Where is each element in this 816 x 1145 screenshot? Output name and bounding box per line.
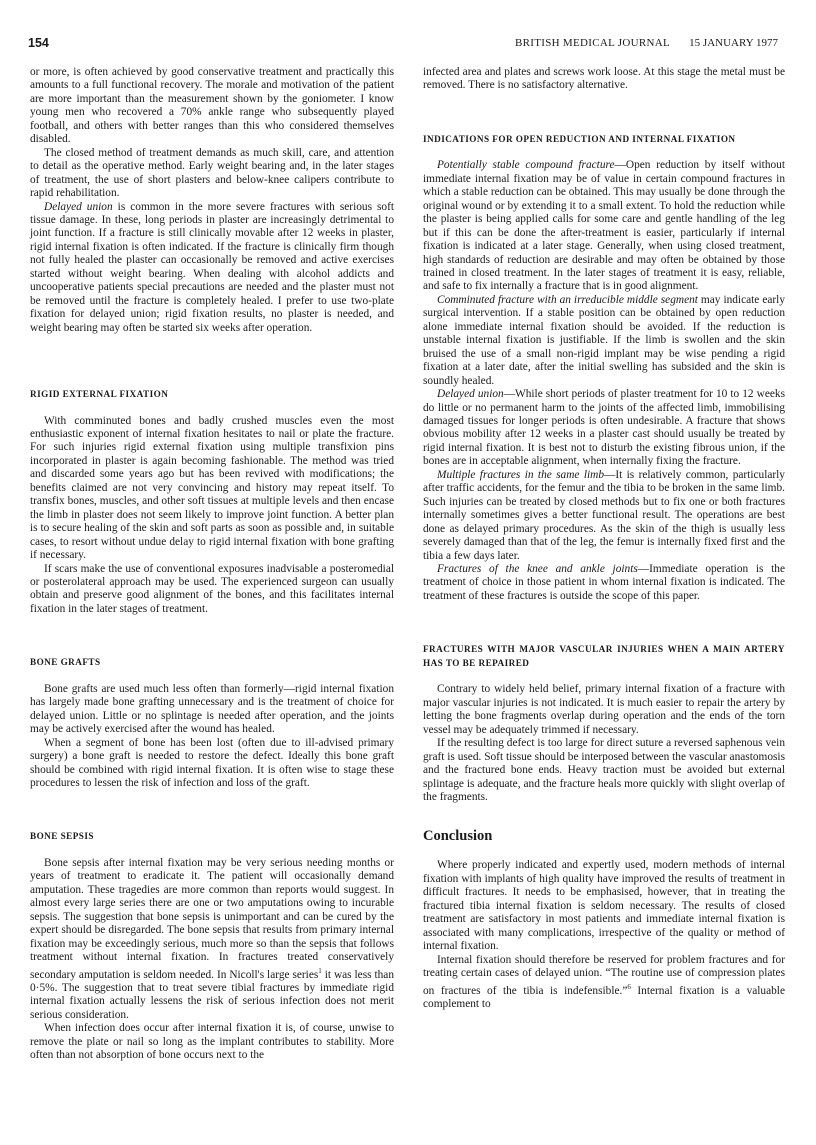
right-column <box>423 66 785 1011</box>
paragraph: infected area and plates and screws work loose. At this stage the metal must be removed. There is no satisfactory alternative. <box>423 66 785 92</box>
paragraph-text: —Immediate operation is the treatment of choice in those patient in whom internal fixation is indicated. The treatment of these fractures is outside the scope of this paper. <box>423 563 785 602</box>
section-heading: RIGID EXTERNAL FIXATION <box>30 389 169 400</box>
paragraph: or more, is often achieved by good conservative treatment and practically this amounts to a full functional recovery. The morale and motivation of the patient are more important than the measurement shown by the goniometer. I know young men who recovered a 70% ankle range who subsequently played football, and others with better ranges than this who considered themselves disabled. <box>30 66 394 146</box>
paragraph: Contrary to widely held belief, primary internal fixation of a fracture with major vascular injuries is not indicated. It is much easier to repair the artery by letting the bone fragments overlap during operation and the ends of the torn vessel may be adequately trimmed if necessary. <box>423 683 785 736</box>
run-in-heading: Multiple fractures in the same limb <box>437 468 604 481</box>
section-heading: FRACTURES WITH MAJOR VASCULAR INJURIES WHEN A MAIN ARTERY HAS TO BE REPAIRED <box>423 644 785 668</box>
paragraph <box>423 388 785 469</box>
paragraph <box>423 159 785 294</box>
left-column <box>30 66 394 1063</box>
paragraph-text: —It is relatively common, particularly after traffic accidents, for the femur and the tibia to be broken in the same limb. Such injuries can be treated by closed methods but to fix one or both fractures internally sometimes gives a better functional result. The operations are best done as delayed primary procedures. As the skin of the thigh is usually less severely damaged than that of the leg, the femur is internally fixed first and the tibia a few days later. <box>423 468 785 562</box>
paragraph <box>423 469 785 563</box>
running-header <box>28 36 778 52</box>
paragraph-text: Internal fixation is a valuable complement to <box>423 984 785 1010</box>
paragraph-text: Bone sepsis after internal fixation may be very serious needing months or years of treatment to eradicate it. The patient will occasionally demand amputation. These tragedies are more common than reports would suggest. In almost every large series there are one or two amputations owing to incurable sepsis. The suggestion that bone sepsis is unimportant and can be cured by the expert should be disregarded. The bone sepsis that results from primary internal fixation may be exceedingly serious, much more so than the sepsis that follows treatment without internal fixation. In fractures treated conservatively secondary amputation is seldom needed. In Nicoll's large series <box>30 856 394 981</box>
reference-marker: 1 <box>318 966 322 975</box>
paragraph <box>30 857 394 1022</box>
journal-name: BRITISH MEDICAL JOURNAL <box>515 37 670 49</box>
paragraph-text: is common in the more severe fractures with serious soft tissue damage. In these, long periods in plaster are increasingly detrimental to joint function. If a fracture is still clinically movable after 12 weeks in plaster, rigid internal fixation is often indicated. If the fracture is clinically firm though not fully healed the plaster can occasionally be removed and active exercises started without weight bearing. When dealing with alcohol addicts and uncooperative patients special precautions are needed and the plaster must not be removed until the fracture is completely healed. I prefer to use two-plate fixation for delayed union; rigid fixation results, no plaster is needed, and weight bearing may often be started six weeks after operation. <box>30 200 395 334</box>
paragraph-text: —Open reduction by itself without immediate internal fixation may be of value in certain compound fractures in which a stable reduction can be obtained. This may usually be done through the original wound or by extending it to a small extent. To hold the reduction while the plaster is being applied calls for some care and gentle handling of the leg but if this can be done the after-treatment is easier, particularly if internal fixation is indicated at a later stage. Generally, when using closed treatment, high standards of reduction are desirable and may often be obtained by those trained in closed treatment. In the later stages of treatment it is easy, reliable, and safe to fix internally a fracture that is in good alignment. <box>423 159 785 293</box>
paragraph-text: may indicate early surgical intervention. If a stable position can be obtained by open reduction alone immediate internal fixation should be avoided. If the reduction is unstable internal fixation is justifiable. If the limb is swollen and the skin bruised the use of a small non-rigid implant may be wise pending a rigid fixation at a later date, after the initial swelling has subsided and the skin is soundly healed. <box>423 293 785 387</box>
issue-date: 15 JANUARY 1977 <box>689 37 778 49</box>
paragraph: Bone grafts are used much less often than formerly—rigid internal fixation has largely made bone grafting unnecessary and is the treatment of choice for delayed union. Little or no splintage is needed after operation, and the joints may be actively exercised after the wound has healed. <box>30 682 394 736</box>
paragraph <box>30 201 394 336</box>
paragraph: With comminuted bones and badly crushed muscles even the most enthusiastic exponent of internal fixation hesitates to nail or plate the fracture. For such injuries rigid external fixation using multiple transfixion pins incorporated in plaster is again becoming fashionable. The method was tried and discarded some years ago but has been revived with modifications; the benefits claimed are not very convincing and history may repeat itself. To transfix bones, muscles, and other soft tissues at multiple levels and then encase the limb in plaster does not seem likely to improve joint function. A better plan is to secure healing of the skin and soft parts as soon as possible and, in suitable cases, to resort without undue delay to rigid internal fixation with bone grafting if necessary. <box>30 414 394 562</box>
paragraph: Where properly indicated and expertly used, modern methods of internal fixation with implants of high quality have improved the results of treatment in difficult fractures. It needs to be emphasised, however, that in treating the fractured tibia internal fixation is seldom necessary. The results of closed treatment are satisfactory in most patients and immediate internal fixation is associated with many complications, irrespective of the quality or method of internal fixation. <box>423 859 785 953</box>
paragraph <box>423 563 785 603</box>
paragraph: If the resulting defect is too large for direct suture a reversed saphenous vein graft is used. Soft tissue should be interposed between the vascular anastomosis and the fractured bone ends. Heavy traction must be avoided but external splintage is adequate, and the fracture heals more quickly with slight overlap of the fragments. <box>423 737 785 803</box>
run-in-heading: Fractures of the knee and ankle joints <box>437 563 638 575</box>
run-in-heading: Delayed union <box>437 388 504 401</box>
run-in-heading: Potentially stable compound fracture <box>437 159 615 172</box>
section-heading: BONE GRAFTS <box>30 657 101 668</box>
paragraph <box>423 954 785 1012</box>
paragraph-text: —While short periods of plaster treatment for 10 to 12 weeks do little or no permanent harm to the joints of the affected limb, immobilising damaged tissues for longer periods is often undesirable. A fracture that shows obvious mobility after 12 weeks in a plaster cast should usually be treated by rigid internal fixation. It is best not to disturb the existing fibrous union, if the bones are in acceptable alignment, when internally fixing the fracture. <box>423 388 785 468</box>
run-in-heading: Delayed union <box>44 200 113 213</box>
paragraph: When infection does occur after internal fixation it is, of course, unwise to remove the plate or nail so long as the implant contributes to stability. More often than not absorption of bone occurs next to the <box>30 1022 394 1062</box>
page-number: 154 <box>28 36 49 50</box>
paragraph: The closed method of treatment demands as much skill, care, and attention to detail as the operative method. Early weight bearing and, in the later stages of treatment, the use of short plasters and below-knee calipers contribute to rapid rehabilitation. <box>30 146 394 200</box>
paragraph: When a segment of bone has been lost (often due to ill-advised primary surgery) a bone graft is needed to restore the defect. Ideally this bone graft should be combined with rigid internal fixation. It is often wise to stage these procedures to lessen the risk of infection and loss of the graft. <box>30 736 394 790</box>
section-heading: BONE SEPSIS <box>30 831 94 842</box>
paragraph-text: Internal fixation should therefore be reserved for problem fractures and for treating certain cases of delayed union. “The routine use of compression plates on fractures of the tibia is indefensible.” <box>423 953 785 997</box>
paragraph-text: it was less than 0·5%. The suggestion that to treat severe tibial fractures by immediate rigid internal fixation actually lessens the risk of serious infection does not merit serious consideration. <box>30 968 394 1021</box>
reference-marker: 6 <box>627 982 631 991</box>
paragraph <box>423 294 785 388</box>
run-in-heading: Comminuted fracture with an irreducible middle segment <box>437 293 698 306</box>
paragraph: If scars make the use of conventional exposures inadvisable a posteromedial or posterolateral approach may be used. The experienced surgeon can usually obtain and preserve good alignment of the bones, and this facilitates internal fixation in the later stages of treatment. <box>30 562 394 615</box>
section-heading: INDICATIONS FOR OPEN REDUCTION AND INTERNAL FIXATION <box>423 133 736 144</box>
conclusion-heading: Conclusion <box>423 828 493 845</box>
